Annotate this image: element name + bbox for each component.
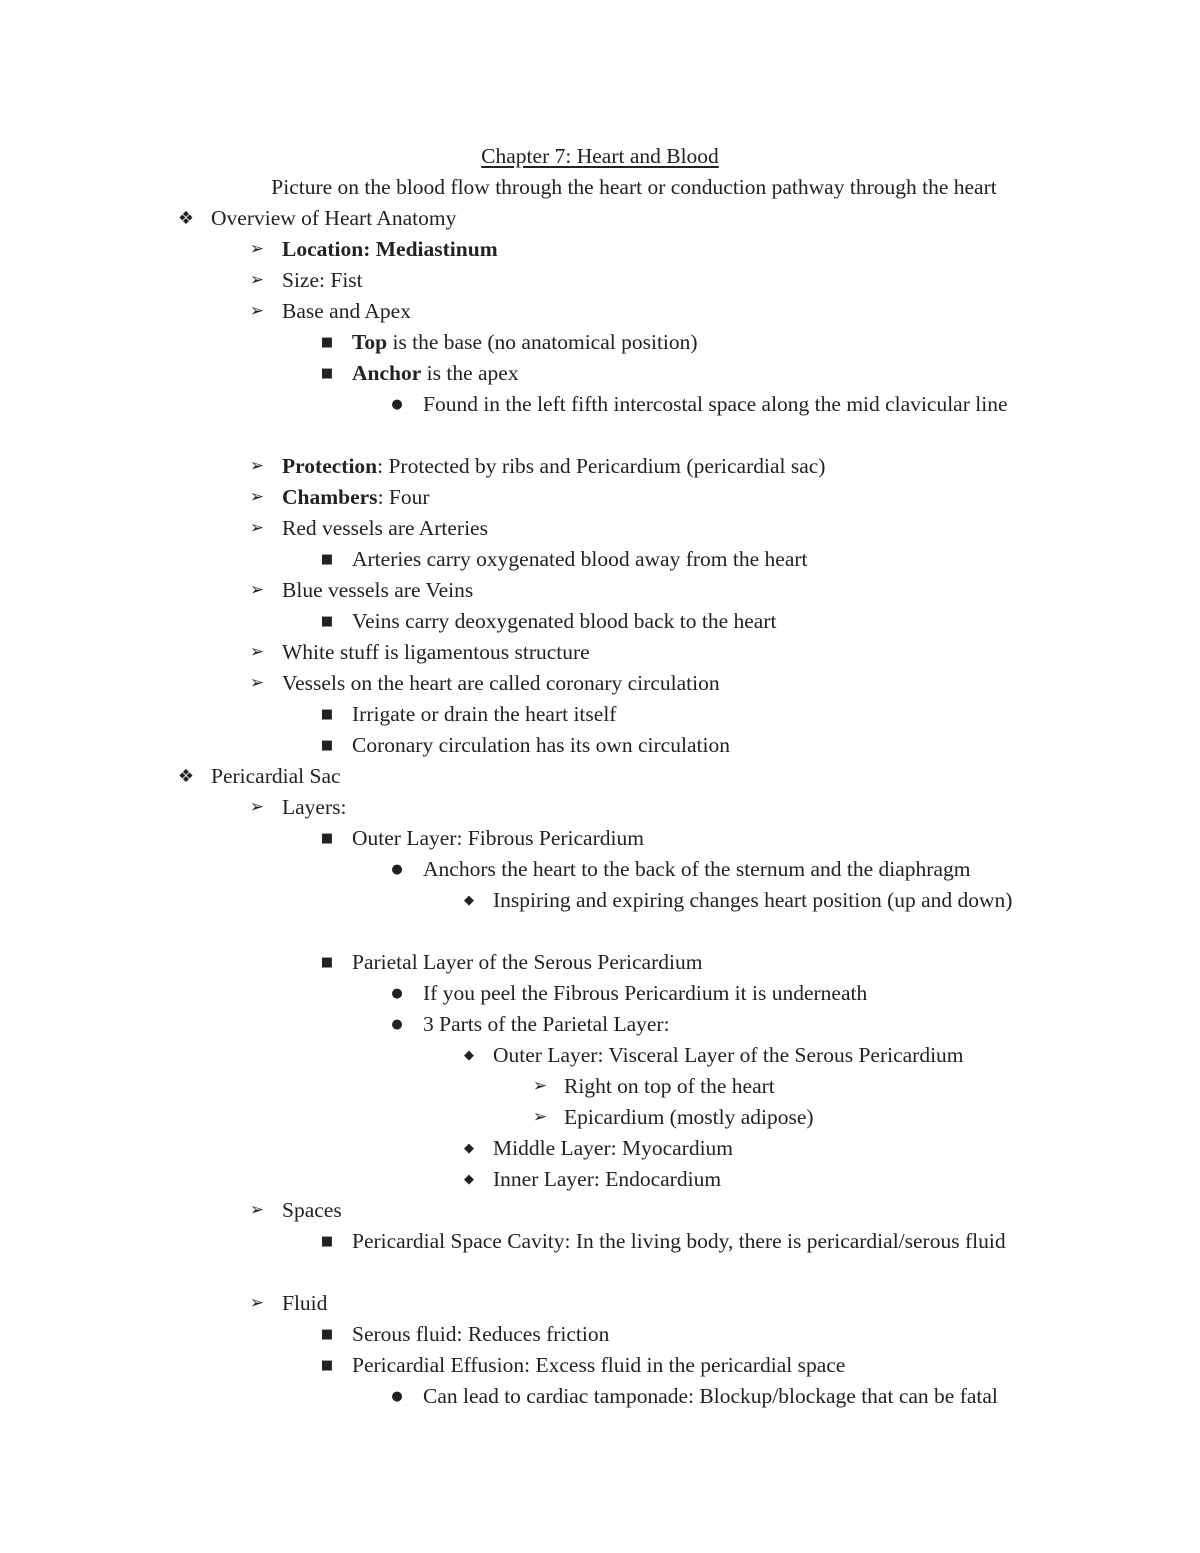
square-bullet-icon: ■ — [320, 1358, 334, 1373]
arrow-bullet-icon: ➢ — [249, 301, 265, 321]
list-item-text: Red vessels are Arteries — [282, 516, 488, 540]
arrow-bullet-icon: ➢ — [532, 1076, 548, 1096]
list-item-text: Veins carry deoxygenated blood back to the heart — [352, 609, 777, 633]
list-item-text: Top is the base (no anatomical position) — [352, 330, 698, 354]
list-item — [0, 1009, 1200, 1040]
diamond-bullet-icon: ◆ — [464, 893, 474, 908]
list-item — [0, 1319, 1200, 1350]
list-item-text: Middle Layer: Myocardium — [493, 1136, 734, 1160]
list-item-text: If you peel the Fibrous Pericardium it is underneath — [423, 981, 868, 1005]
square-bullet-icon: ■ — [320, 1327, 334, 1342]
dot-bullet-icon: ● — [391, 1389, 403, 1404]
list-item-text: Epicardium (mostly adipose) — [564, 1105, 814, 1129]
list-item-text: Inspiring and expiring changes heart position (up and down) — [493, 888, 1013, 912]
list-item-text: Right on top of the heart — [564, 1074, 775, 1098]
list-item-text: Irrigate or drain the heart itself — [352, 702, 617, 726]
list-item-text: Inner Layer: Endocardium — [493, 1167, 722, 1191]
four-diamond-bullet-icon: ❖ — [177, 766, 195, 787]
arrow-bullet-icon: ➢ — [249, 270, 265, 290]
arrow-bullet-icon: ➢ — [249, 580, 265, 600]
list-item — [0, 513, 1200, 544]
dot-bullet-icon: ● — [391, 1017, 403, 1032]
list-item-text: Pericardial Space Cavity: In the living body, there is pericardial/serous fluid — [352, 1229, 1006, 1253]
list-item — [0, 389, 1200, 451]
list-item — [0, 1226, 1200, 1288]
list-item-text: Blue vessels are Veins — [282, 578, 474, 602]
notes-outline — [0, 203, 1200, 1412]
list-item — [0, 792, 1200, 823]
list-item — [0, 1350, 1200, 1381]
list-item-text: Size: Fist — [282, 268, 363, 292]
list-item — [0, 1288, 1200, 1319]
list-item-text: Pericardial Effusion: Excess fluid in the pericardial space — [352, 1353, 846, 1377]
list-item-text: Chambers: Four — [282, 485, 430, 509]
list-item — [0, 730, 1200, 761]
list-item-text: 3 Parts of the Parietal Layer: — [423, 1012, 670, 1036]
list-item — [0, 1381, 1200, 1412]
square-bullet-icon: ■ — [320, 831, 334, 846]
arrow-bullet-icon: ➢ — [249, 518, 265, 538]
list-item — [0, 1071, 1200, 1102]
square-bullet-icon: ■ — [320, 614, 334, 629]
list-item-text: Outer Layer: Fibrous Pericardium — [352, 826, 644, 850]
square-bullet-icon: ■ — [320, 707, 334, 722]
list-item — [0, 978, 1200, 1009]
arrow-bullet-icon: ➢ — [249, 673, 265, 693]
square-bullet-icon: ■ — [320, 552, 334, 567]
list-item-text: Anchor is the apex — [352, 361, 519, 385]
arrow-bullet-icon: ➢ — [249, 487, 265, 507]
list-item — [0, 885, 1200, 947]
dot-bullet-icon: ● — [391, 862, 403, 877]
list-item — [0, 1164, 1200, 1195]
list-item-text: Arteries carry oxygenated blood away from the heart — [352, 547, 808, 571]
list-item-text: Can lead to cardiac tamponade: Blockup/blockage that can be fatal — [423, 1384, 998, 1408]
list-item — [0, 482, 1200, 513]
square-bullet-icon: ■ — [320, 955, 334, 970]
list-item — [0, 1040, 1200, 1071]
diamond-bullet-icon: ◆ — [464, 1048, 474, 1063]
arrow-bullet-icon: ➢ — [249, 456, 265, 476]
square-bullet-icon: ■ — [320, 366, 334, 381]
section-overview — [0, 203, 1200, 234]
list-item — [0, 637, 1200, 668]
list-item — [0, 823, 1200, 854]
square-bullet-icon: ■ — [320, 1234, 334, 1249]
list-item — [0, 947, 1200, 978]
list-item — [0, 296, 1200, 327]
four-diamond-bullet-icon: ❖ — [177, 208, 195, 229]
section-pericardial-sac — [0, 761, 1200, 792]
square-bullet-icon: ■ — [320, 335, 334, 350]
square-bullet-icon: ■ — [320, 738, 334, 753]
list-item — [0, 668, 1200, 699]
page-title: Chapter 7: Heart and Blood — [481, 144, 719, 168]
list-item — [0, 575, 1200, 606]
list-item-text: Outer Layer: Visceral Layer of the Serous Pericardium — [493, 1043, 964, 1067]
arrow-bullet-icon: ➢ — [249, 1200, 265, 1220]
list-item — [0, 1195, 1200, 1226]
list-item-text: Parietal Layer of the Serous Pericardium — [352, 950, 703, 974]
list-item — [0, 327, 1200, 358]
list-item — [0, 1133, 1200, 1164]
list-item — [0, 699, 1200, 730]
list-item-text: Found in the left fifth intercostal space along the mid clavicular line — [423, 392, 1008, 416]
diamond-bullet-icon: ◆ — [464, 1141, 474, 1156]
list-item — [0, 358, 1200, 389]
list-item — [0, 854, 1200, 885]
list-item — [0, 234, 1200, 265]
section-heading: Overview of Heart Anatomy — [211, 206, 457, 230]
list-item-text: Spaces — [282, 1198, 342, 1222]
list-item — [0, 451, 1200, 482]
list-item — [0, 1102, 1200, 1133]
list-item-text: Base and Apex — [282, 299, 411, 323]
page-subtitle: Picture on the blood flow through the heart or conduction pathway through the heart — [271, 175, 997, 199]
arrow-bullet-icon: ➢ — [249, 1293, 265, 1313]
dot-bullet-icon: ● — [391, 986, 403, 1001]
list-item — [0, 265, 1200, 296]
arrow-bullet-icon: ➢ — [532, 1107, 548, 1127]
list-item-text: Anchors the heart to the back of the sternum and the diaphragm — [423, 857, 971, 881]
arrow-bullet-icon: ➢ — [249, 797, 265, 817]
arrow-bullet-icon: ➢ — [249, 239, 265, 259]
list-item-text: Layers: — [282, 795, 347, 819]
list-item-text: Serous fluid: Reduces friction — [352, 1322, 610, 1346]
list-item-text: Fluid — [282, 1291, 328, 1315]
arrow-bullet-icon: ➢ — [249, 642, 265, 662]
list-item-text: White stuff is ligamentous structure — [282, 640, 590, 664]
list-item — [0, 606, 1200, 637]
section-heading: Pericardial Sac — [211, 764, 341, 788]
list-item — [0, 544, 1200, 575]
dot-bullet-icon: ● — [391, 397, 403, 412]
diamond-bullet-icon: ◆ — [464, 1172, 474, 1187]
list-item-text: Vessels on the heart are called coronary circulation — [282, 671, 720, 695]
list-item-text: Protection: Protected by ribs and Pericardium (pericardial sac) — [282, 454, 826, 478]
list-item-text: Location: Mediastinum — [282, 237, 498, 261]
list-item-text: Coronary circulation has its own circulation — [352, 733, 730, 757]
